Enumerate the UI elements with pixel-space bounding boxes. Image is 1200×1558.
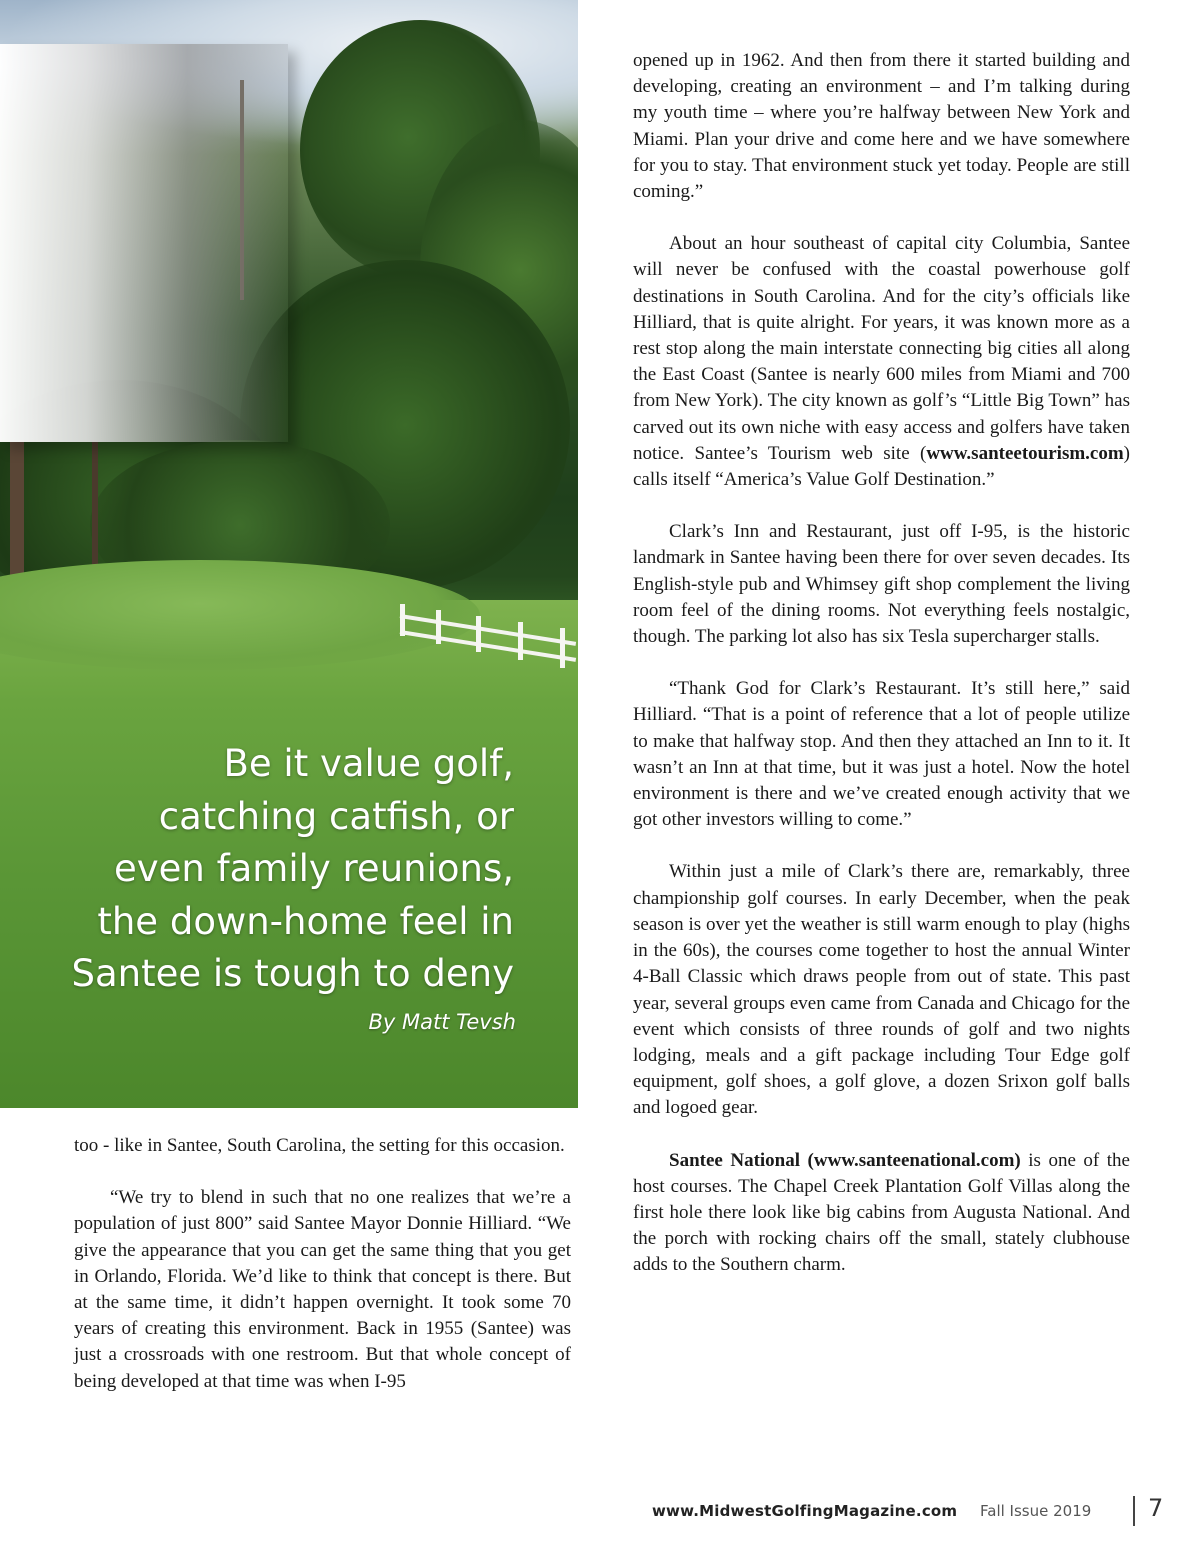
paragraph: “Thank God for Clark’s Restaurant. It’s still here,” said Hilliard. “That is a point of reference that a lot of people utilize to make that halfway stop. And then they attached an Inn to it. It wasn’t an Inn at that time, but it was just a hotel. Now the hotel environment is there and we’ve created enough activity that we got other investors willing to come.”	[633, 678, 1130, 831]
page-number: 7	[1148, 1494, 1164, 1522]
pull-quote-line: Santee is tough to deny	[71, 952, 514, 995]
paragraph-text: ) calls itself “America’s Value Golf Destination.”	[633, 442, 1130, 491]
footer-url[interactable]: www.MidwestGolfingMagazine.com	[652, 1502, 958, 1520]
paragraph-text: is one of the host courses. The Chapel Creek Plantation Golf Villas along the first hole there look like big cabins from Augusta National. And the porch with rocking chairs off the small, stately clubhouse adds to the Southern charm.	[633, 1149, 1130, 1276]
footer-divider	[1133, 1496, 1135, 1526]
fence-post	[436, 610, 441, 644]
footer-issue: Fall Issue 2019	[980, 1502, 1092, 1520]
fence-post	[560, 628, 565, 668]
hero-photo	[0, 0, 578, 1108]
paragraph: too - like in Santee, South Carolina, the setting for this occasion.	[74, 1135, 565, 1156]
paragraph: Within just a mile of Clark’s there are, remarkably, three championship golf courses. In early December, when the peak season is over yet the weather is still warm enough to play (highs in the 60s), the courses come together to host the annual Winter 4-Ball Classic which draws people from out of state. This past year, several groups even came from Canada and Chicago for the event which consists of three rounds of golf and two nights lodging, meals and a gift package including Tour Edge golf equipment, golf shoes, a golf glove, a dozen Srixon golf balls and logoed gear.	[633, 861, 1130, 1119]
page-footer	[0, 1494, 1200, 1534]
tourism-link[interactable]: www.santeetourism.com	[926, 442, 1124, 464]
paragraph: “We try to blend in such that no one realizes that we’re a population of just 800” said Santee Mayor Donnie Hilliard. “We give the appearance that you can get the same thing that you get in Orlando, Florida. We’d like to think that concept is there. But at the same time, it didn’t happen overnight. It took some 70 years of creating this environment. Back in 1955 (Santee) was just a crossroads with one restroom. But that whole concept of being developed at that time was when I-95	[74, 1187, 571, 1392]
paragraph: Clark’s Inn and Restaurant, just off I-95, is the historic landmark in Santee having been there for over seven decades. Its English-style pub and Whimsey gift shop complement the living room feel of the dining rooms. Not everything feels nostalgic, though. The parking lot also has six Tesla supercharger stalls.	[633, 521, 1130, 648]
santee-national-link[interactable]: Santee National (www.santeenational.com)	[669, 1149, 1021, 1171]
pull-quote	[44, 738, 514, 1001]
left-column	[74, 1133, 571, 1395]
paragraph-text: About an hour southeast of capital city Columbia, Santee will never be confused with the coastal powerhouse golf destinations in South Carolina. And for the city’s officials like Hilliard, that is quite alright. For years, it was known more as a rest stop along the main interstate connecting big cities all along the East Coast (Santee is nearly 600 miles from Miami and 700 from New York). The city known as golf’s “Little Big Town” has carved out its own niche with easy access and golfers have taken notice. Santee’s Tourism web site (	[633, 233, 1130, 464]
fence-post	[518, 622, 523, 660]
paragraph: opened up in 1962. And then from there it started building and developing, creating an environment – and I’m talking during my youth time – where you’re halfway between New York and Miami. Plan your drive and come here and we have somewhere for you to stay. That environment stuck yet today. People are still coming.”	[633, 50, 1130, 203]
fence-post	[476, 616, 481, 652]
right-column	[633, 48, 1130, 1279]
paragraph	[633, 1148, 1130, 1279]
pull-quote-line: the down-home feel in	[97, 899, 514, 943]
pull-quote-line: even family reunions,	[113, 847, 514, 890]
pull-quote-line: catching catfish, or	[158, 794, 514, 838]
fence-post	[400, 604, 405, 636]
paragraph	[633, 231, 1130, 493]
byline: By Matt Tevsh	[368, 1010, 516, 1034]
faded-overlay-panel	[0, 44, 288, 442]
pull-quote-line: Be it value golf,	[223, 742, 514, 785]
